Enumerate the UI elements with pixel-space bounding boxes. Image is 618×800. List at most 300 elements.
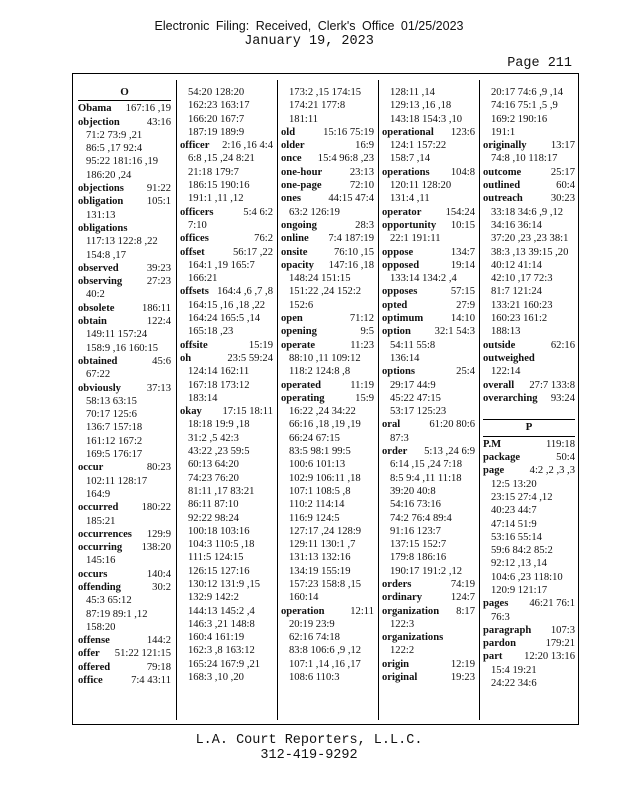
index-term: organization (382, 605, 440, 617)
index-entry (483, 392, 575, 405)
index-entry (281, 379, 374, 392)
index-term: oppose (382, 246, 414, 258)
page-line-refs: 144:13 145:2 ,4 (188, 605, 255, 617)
index-entry (382, 219, 475, 232)
index-entry (281, 192, 374, 205)
index-entry (281, 232, 374, 245)
index-entry (281, 126, 374, 139)
page-line-refs: 57:15 (450, 286, 475, 298)
page-line-refs: 83:5 98:1 99:5 (289, 446, 351, 458)
index-term: paragraph (483, 624, 532, 636)
page-line-refs: 33:18 34:6 ,9 ,12 (491, 206, 564, 218)
index-term: observing (78, 276, 123, 288)
index-entry (78, 222, 171, 235)
index-entry (382, 312, 475, 325)
page-line-refs: 123:6 (450, 126, 475, 138)
page-line-refs: 107:3 (550, 624, 575, 636)
page-line-refs: 87:3 (390, 432, 409, 444)
index-term: offices (180, 233, 209, 245)
page-line-refs: 160:14 (289, 592, 319, 604)
index-entry (78, 581, 171, 594)
index-term: P.M (483, 438, 502, 450)
page-line-refs: 117:13 122:8 ,22 (86, 236, 158, 248)
index-term: outweighed (483, 352, 535, 364)
page-line-refs: 162:23 163:17 (188, 100, 250, 112)
page-line-refs: 174:21 177:8 (289, 100, 346, 112)
index-term: operating (281, 392, 325, 404)
index-entry (78, 674, 171, 687)
index-entry (281, 166, 374, 179)
page-line-refs: 168:3 ,10 ,20 (188, 672, 244, 684)
index-entry (382, 445, 475, 458)
index-entry (382, 206, 475, 219)
page-line-refs: 21:18 179:7 (188, 166, 239, 178)
page-line-refs: 133:21 160:23 (491, 299, 553, 311)
page-line-refs: 5:13 ,24 6:9 (424, 446, 475, 458)
index-term: part (483, 651, 503, 663)
page-line-refs: 164:9 (86, 488, 111, 500)
index-term: once (281, 153, 302, 165)
page-line-refs: 40:23 44:7 (491, 505, 537, 517)
index-term: overarching (483, 392, 538, 404)
page-line-refs: 15:16 75:19 (323, 126, 374, 138)
index-entry (382, 259, 475, 272)
index-term: open (281, 313, 303, 325)
page-line-refs: 110:2 114:14 (289, 499, 345, 511)
page-line-refs: 151:22 ,24 152:2 (289, 286, 362, 298)
index-term: outside (483, 339, 516, 351)
page-line-refs: 74:2 76:4 89:4 (390, 512, 452, 524)
index-entry (483, 650, 575, 663)
page-line-refs: 56:17 ,22 (232, 246, 273, 258)
page-line-refs: 157:23 158:8 ,15 (289, 578, 362, 590)
index-term: outreach (483, 193, 523, 205)
index-term: obligation (78, 196, 124, 208)
page-line-refs: 4:2 ,2 ,3 ,3 (529, 465, 575, 477)
page-line-refs: 25:4 (456, 366, 475, 378)
index-entry (382, 418, 475, 431)
page-line-refs: 86:5 ,17 92:4 (86, 143, 143, 155)
page-line-refs: 16:22 ,24 34:22 (289, 406, 356, 418)
section-rule (483, 419, 575, 420)
index-term: offer (78, 648, 100, 660)
page-line-refs: 154:24 (445, 206, 475, 218)
page-line-refs: 9:5 (360, 326, 374, 338)
index-entry (281, 312, 374, 325)
page-line-refs: 66:24 67:15 (289, 432, 340, 444)
page-line-refs: 107:1 108:5 ,8 (289, 485, 351, 497)
court-reporter-name: L.A. Court Reporters, L.L.C. (195, 733, 423, 748)
page-line-refs: 165:18 ,23 (188, 326, 234, 338)
index-term: pardon (483, 638, 516, 650)
page-line-refs: 166:21 (188, 273, 218, 285)
index-term: pages (483, 598, 509, 610)
index-term: occurred (78, 502, 119, 514)
page-line-refs: 81:7 121:24 (491, 286, 542, 298)
section-letter: P (525, 421, 533, 434)
page-line-refs: 100:18 103:16 (188, 525, 250, 537)
page-line-refs: 7:10 (188, 219, 207, 231)
transcript-date: January 19, 2023 (244, 34, 374, 49)
index-term: offending (78, 581, 121, 593)
index-term: operated (281, 379, 322, 391)
page-line-refs: 29:17 44:9 (390, 379, 436, 391)
page-line-refs: 124:14 162:11 (188, 366, 250, 378)
page-line-refs: 147:16 ,18 (328, 259, 374, 271)
page-line-refs: 76:2 (254, 233, 273, 245)
page-line-refs: 28:3 (355, 219, 374, 231)
page-line-refs: 128:11 ,14 (390, 87, 435, 98)
index-term: older (281, 140, 305, 152)
index-entry (281, 392, 374, 405)
page-line-refs: 118:2 124:8 ,8 (289, 366, 351, 378)
index-entry (78, 528, 171, 541)
page-line-refs: 25:17 (550, 166, 575, 178)
index-term: opening (281, 326, 317, 338)
index-term: operate (281, 339, 316, 351)
page-line-refs: 54:20 128:20 (188, 87, 245, 98)
page-line-refs: 23:5 59:24 (227, 352, 273, 364)
page-line-refs: 7:4 187:19 (328, 233, 374, 245)
index-entry (382, 166, 475, 179)
page-line-refs: 129:11 130:1 ,7 (289, 539, 356, 551)
index-entry (483, 139, 575, 152)
page-line-refs: 137:15 152:7 (390, 539, 447, 551)
page-line-refs: 186:15 190:16 (188, 180, 250, 192)
index-term: okay (180, 406, 202, 418)
page-line-refs: 53:17 125:23 (390, 406, 447, 418)
index-entry (78, 634, 171, 647)
page-line-refs: 11:23 (350, 339, 374, 351)
index-entry (78, 501, 171, 514)
page-line-refs: 120:11 128:20 (390, 180, 452, 192)
page-line-refs: 38:3 ,13 39:15 ,20 (491, 246, 569, 258)
page-line-refs: 102:11 128:17 (86, 475, 148, 487)
index-entry (382, 325, 475, 338)
page-line-refs: 91:22 (146, 183, 171, 195)
index-entry (281, 139, 374, 152)
page-line-refs: 18:18 19:9 ,18 (188, 419, 250, 431)
page-line-refs: 42:10 ,17 72:3 (491, 273, 553, 285)
page-line-refs: 72:10 (349, 180, 374, 192)
page-line-refs: 152:6 (289, 299, 314, 311)
page-line-refs: 158:9 ,16 160:15 (86, 342, 159, 354)
page-line-refs: 61:20 80:6 (429, 419, 475, 431)
page-line-refs: 60:13 64:20 (188, 459, 239, 471)
index-entry (180, 339, 273, 352)
index-entry (78, 568, 171, 581)
index-entry (78, 275, 171, 288)
index-entry (78, 262, 171, 275)
page-line-refs: 19:14 (450, 259, 475, 271)
page-line-refs: 107:1 ,14 ,16 ,17 (289, 658, 361, 670)
index-term: option (382, 326, 411, 338)
page-line-refs: 158:7 ,14 (390, 153, 431, 165)
page-line-refs: 37:13 (146, 382, 171, 394)
index-frame (72, 73, 579, 725)
section-rule (78, 100, 171, 101)
page-line-refs: 92:22 98:24 (188, 512, 239, 524)
page-line-refs: 74:8 ,10 118:17 (491, 153, 558, 165)
page-line-refs: 164:15 ,16 ,18 ,22 (188, 299, 266, 311)
index-entry (382, 126, 475, 139)
index-entry (382, 246, 475, 259)
index-term: opposes (382, 286, 418, 298)
page-line-refs: 20:17 74:6 ,9 ,14 (491, 87, 564, 98)
index-entry (382, 591, 475, 604)
page-line-refs: 34:16 36:14 (491, 219, 542, 231)
page-line-refs: 12:11 (350, 605, 374, 617)
page-line-refs: 79:18 (146, 661, 171, 673)
page-line-refs: 179:21 (545, 638, 575, 650)
page-line-refs: 11:19 (350, 379, 374, 391)
index-term: originally (483, 140, 527, 152)
page-line-refs: 164:24 165:5 ,14 (188, 313, 261, 325)
index-entry (382, 658, 475, 671)
page-line-refs: 23:15 27:4 ,12 (491, 491, 553, 503)
page-line-refs: 124:1 157:22 (390, 140, 447, 152)
index-term: one-hour (281, 166, 323, 178)
page-line-refs: 12:20 13:16 (524, 651, 575, 663)
index-column-1 (78, 86, 171, 718)
index-entry (483, 192, 575, 205)
index-entry (180, 246, 273, 259)
index-term: obligations (78, 222, 128, 234)
column-divider (277, 80, 278, 720)
index-term: optimum (382, 313, 424, 325)
page-line-refs: 166:20 167:7 (188, 113, 245, 125)
index-column-4 (382, 86, 475, 718)
index-entry (78, 541, 171, 554)
page-line-refs: 146:3 ,21 148:8 (188, 618, 255, 630)
index-term: occurrences (78, 528, 132, 540)
index-entry (382, 671, 475, 684)
index-term: obtained (78, 355, 118, 367)
index-term: offsite (180, 339, 208, 351)
index-entry (78, 661, 171, 674)
page-line-refs: 12:19 (450, 658, 475, 670)
page-line-refs: 131:13 132:16 (289, 552, 351, 564)
page-line-refs: 167:16 ,19 (125, 103, 171, 115)
index-term: origin (382, 658, 410, 670)
page-line-refs: 186:20 ,24 (86, 169, 132, 181)
page-line-refs: 53:16 55:14 (491, 531, 542, 543)
index-entry (281, 219, 374, 232)
index-term: opted (382, 299, 408, 311)
page-line-refs: 43:22 ,23 59:5 (188, 446, 250, 458)
page-line-refs: 144:2 (146, 635, 171, 647)
index-term: outlined (483, 180, 521, 192)
page-line-refs: 8:17 (456, 605, 475, 617)
page-line-refs: 30:23 (550, 193, 575, 205)
page-line-refs: 161:12 167:2 (86, 435, 143, 447)
index-entry (483, 179, 575, 192)
page-line-refs: 8:5 9:4 ,11 11:18 (390, 472, 462, 484)
page-line-refs: 63:2 126:19 (289, 206, 340, 218)
index-term: package (483, 452, 521, 464)
page-line-refs: 169:2 190:16 (491, 113, 548, 125)
index-term: opacity (281, 259, 314, 271)
column-divider (479, 80, 480, 720)
page-line-refs: 129:9 (146, 528, 171, 540)
page-line-refs: 24:22 34:6 (491, 678, 537, 690)
page-line-refs: 15:9 (355, 392, 374, 404)
page-line-refs: 74:16 75:1 ,5 ,9 (491, 100, 558, 112)
page-number: Page 211 (507, 56, 572, 71)
page-line-refs: 6:8 ,15 ,24 8:21 (188, 153, 255, 165)
page-line-refs: 136:14 (390, 352, 420, 364)
page-line-refs: 47:14 51:9 (491, 518, 537, 530)
page-line-refs: 160:4 161:19 (188, 632, 245, 644)
page-line-refs: 86:11 87:10 (188, 499, 239, 511)
column-divider (176, 80, 177, 720)
page-line-refs: 104:8 (450, 166, 475, 178)
page-line-refs: 10:15 (450, 219, 475, 231)
page-line-refs: 43:16 (146, 116, 171, 128)
page-line-refs: 108:6 110:3 (289, 672, 340, 684)
page-line-refs: 131:13 (86, 209, 116, 221)
page-line-refs: 59:6 84:2 85:2 (491, 545, 553, 557)
index-term: occurs (78, 568, 108, 580)
footer (0, 733, 618, 763)
page-line-refs: 122:3 (390, 618, 415, 630)
page-line-refs: 45:22 47:15 (390, 392, 441, 404)
page-line-refs: 154:8 ,17 (86, 249, 127, 261)
index-term: orders (382, 578, 412, 590)
index-entry (382, 299, 475, 312)
index-term: obtain (78, 316, 107, 328)
index-entry (382, 578, 475, 591)
index-term: obsolete (78, 302, 115, 314)
page-line-refs: 124:7 (450, 592, 475, 604)
index-entry (382, 365, 475, 378)
index-term: operational (382, 126, 434, 138)
page-line-refs: 126:15 127:16 (188, 565, 250, 577)
index-entry (483, 624, 575, 637)
page-line-refs: 71:12 (349, 313, 374, 325)
page-line-refs: 120:9 121:17 (491, 584, 548, 596)
page-line-refs: 130:12 131:9 ,15 (188, 578, 261, 590)
index-term: oral (382, 419, 401, 431)
page-line-refs: 23:13 (349, 166, 374, 178)
page-line-refs: 5:4 6:2 (243, 206, 273, 218)
index-term: one-page (281, 180, 322, 192)
index-term: opposed (382, 259, 420, 271)
page-line-refs: 134:7 (450, 246, 475, 258)
page-line-refs: 160:23 161:2 (491, 313, 548, 325)
page-line-refs: 122:4 (146, 316, 171, 328)
index-entry (483, 451, 575, 464)
index-term: onsite (281, 246, 308, 258)
page-line-refs: 105:1 (146, 196, 171, 208)
index-entry (483, 464, 575, 477)
page-line-refs: 20:19 23:9 (289, 618, 335, 630)
page-line-refs: 71:2 73:9 ,21 (86, 129, 143, 141)
page-line-refs: 180:22 (141, 502, 171, 514)
page-line-refs: 60:4 (556, 180, 575, 192)
index-entry (180, 139, 273, 152)
page-line-refs: 149:11 157:24 (86, 329, 148, 341)
index-term: occur (78, 462, 104, 474)
page-line-refs: 13:17 (550, 140, 575, 152)
page-line-refs: 165:24 167:9 ,21 (188, 658, 261, 670)
index-entry (78, 461, 171, 474)
page-line-refs: 188:13 (491, 326, 521, 338)
index-term: online (281, 233, 309, 245)
page-line-refs: 164:1 ,19 165:7 (188, 259, 255, 271)
page-line-refs: 22:1 191:11 (390, 233, 441, 245)
page-line-refs: 76:3 (491, 611, 510, 623)
page-line-refs: 45:3 65:12 (86, 595, 132, 607)
index-entry (78, 195, 171, 208)
index-entry (180, 405, 273, 418)
index-entry (483, 438, 575, 451)
index-entry (281, 152, 374, 165)
page-line-refs: 88:10 ,11 109:12 (289, 352, 361, 364)
page-line-refs: 191:1 ,11 ,12 (188, 193, 244, 205)
page-line-refs: 14:10 (450, 313, 475, 325)
index-term: obviously (78, 382, 121, 394)
page-line-refs: 30:2 (152, 581, 171, 593)
column-divider (378, 80, 379, 720)
page-line-refs: 19:23 (450, 672, 475, 684)
page-line-refs: 40:12 41:14 (491, 259, 542, 271)
blank-line (483, 405, 575, 418)
section-letter: O (120, 86, 129, 98)
index-entry (483, 597, 575, 610)
index-term: outcome (483, 166, 522, 178)
page-line-refs: 6:14 ,15 ,24 7:18 (390, 459, 463, 471)
index-term: objection (78, 116, 120, 128)
index-term: old (281, 126, 296, 138)
index-entry (382, 605, 475, 618)
index-entry (78, 315, 171, 328)
page-line-refs: 93:24 (550, 392, 575, 404)
page-line-refs: 148:24 151:15 (289, 273, 351, 285)
page-line-refs: 111:5 124:15 (188, 552, 244, 564)
index-entry (483, 379, 575, 392)
page-line-refs: 129:13 ,16 ,18 (390, 100, 452, 112)
page-line-refs: 62:16 (550, 339, 575, 351)
page-line-refs: 70:17 125:6 (86, 409, 137, 421)
page-line-refs: 158:20 (86, 621, 116, 633)
page-line-refs: 50:4 (556, 452, 575, 464)
page-line-refs: 74:19 (450, 578, 475, 590)
page-line-refs: 104:3 110:5 ,18 (188, 539, 255, 551)
page-line-refs: 76:10 ,15 (333, 246, 374, 258)
index-column-2 (180, 86, 273, 718)
page-line-refs: 119:18 (545, 438, 575, 450)
page-line-refs: 15:4 96:8 ,23 (317, 153, 374, 165)
page-line-refs: 183:14 (188, 392, 218, 404)
index-entry (281, 246, 374, 259)
index-entry (78, 116, 171, 129)
index-entry (483, 637, 575, 650)
page-line-refs: 122:2 (390, 645, 415, 657)
page-line-refs: 92:12 ,13 ,14 (491, 558, 547, 570)
page-line-refs: 83:8 106:6 ,9 ,12 (289, 645, 362, 657)
page-line-refs: 87:19 89:1 ,12 (86, 608, 148, 620)
page-line-refs: 16:9 (355, 140, 374, 152)
index-term: operations (382, 166, 430, 178)
page-line-refs: 179:8 186:16 (390, 552, 447, 564)
page-line-refs: 100:6 101:13 (289, 459, 346, 471)
page-line-refs: 186:11 (141, 302, 171, 314)
page-line-refs: 54:11 55:8 (390, 339, 436, 351)
index-column-3 (281, 86, 374, 718)
court-reporter-phone: 312-419-9292 (260, 748, 358, 763)
page-line-refs: 45:6 (152, 355, 171, 367)
